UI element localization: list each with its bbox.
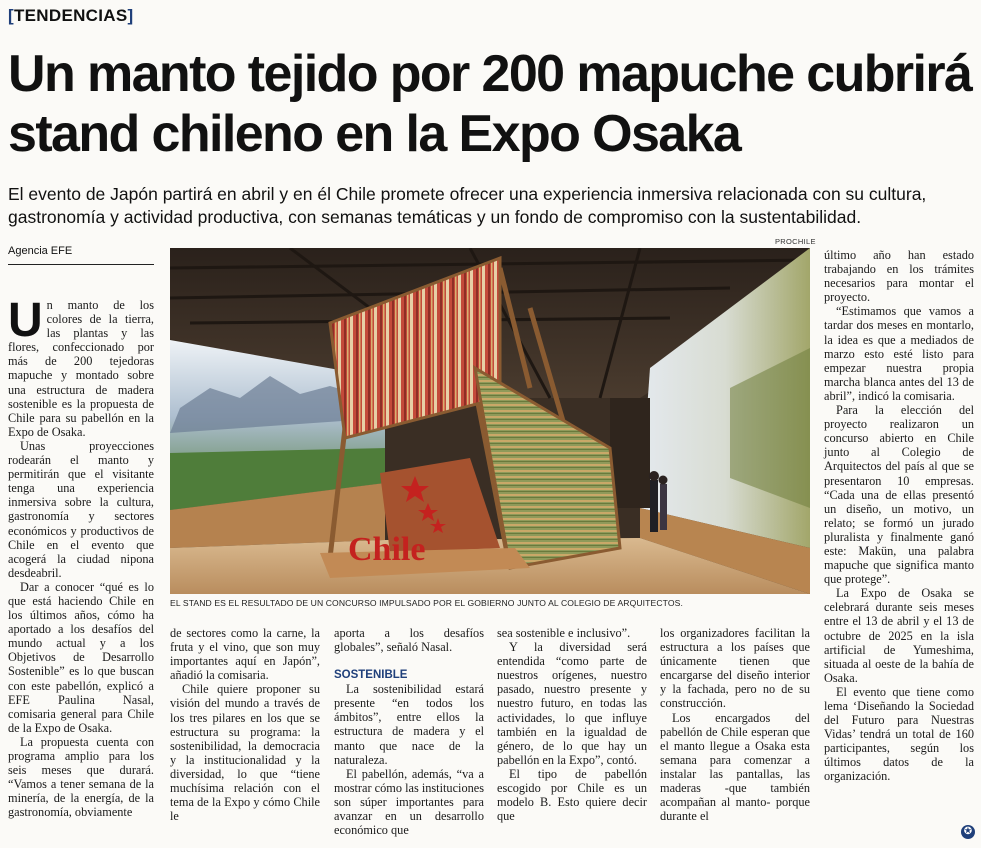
- article-column-5: [660, 626, 810, 823]
- paragraph: sea sostenible e inclusivo”.: [497, 626, 631, 640]
- subhead: El evento de Japón partirá en abril y en él Chile promete ofrecer una experiencia inmersiva relacionada con su cultura, gastronomía y actividad productiva, con semanas temáticas y un fondo de compromiso con la sustentabilidad.: [8, 184, 927, 227]
- article-column-6: [824, 248, 974, 784]
- paragraph: “Estimamos que vamos a tardar dos meses en montarlo, la idea es que a mediados de marzo esto esté listo para empezar nuestra propia marcha blanca antes del 13 de abril”, indicó la comisaria.: [824, 304, 974, 403]
- paragraph: último año han estado trabajando en los trámites necesarios para montar el proyecto.: [824, 248, 974, 305]
- photo-caption: EL STAND ES EL RESULTADO DE UN CONCURSO IMPULSADO POR EL GOBIERNO JUNTO AL COLEGIO DE ARQUITECTOS.: [170, 598, 683, 608]
- byline: Agencia EFE: [8, 245, 73, 257]
- paragraph: n manto de los colores de la tierra, las plantas y las flores, confeccionado por más de 200 tejedoras mapuche y montado sobre una estructura de madera sostenible es la propuesta de Chile para su pabellón en la Expo de Osaka.: [8, 298, 154, 439]
- paragraph: El evento que tiene como lema ‘Diseñando la Sociedad del Futuro para Nuestras Vidas’ tendrá un total de 160 participantes, según los últimos datos de la organización.: [824, 684, 974, 784]
- paragraph: La Expo de Osaka se celebrará durante seis meses entre el 13 de abril y el 13 de octubre de 2025 en la isla artificial de Yumeshima, situada al oeste de la bahía de Osaka.: [824, 586, 974, 685]
- paragraph: Para la elección del proyecto realizaron un concurso abierto en Chile junto al Colegio de Arquitectos del país al que se presentaron 10 empresas. “Cada una de ellas presentó un diseño, un motivo, un relato; se formó un jurado pluralista y finalmente ganó este: Makün, una palabra mapuche que significa manto que protege”.: [824, 403, 974, 587]
- article-column-2: [170, 626, 320, 823]
- dropcap: U: [8, 294, 43, 347]
- chile-sign: Chile: [348, 531, 426, 568]
- paragraph: Y la diversidad será entendida “como parte de nuestros orígenes, nuestro pasado, nuestro presente y nuestro futuro, en todas las actividades, lo que influye también en la igualdad de género, de lo que hay un pabellón en la Expo”, contó.: [497, 640, 647, 767]
- headline: Un manto tejido por 200 mapuche cubrirá stand chileno en la Expo Osaka: [8, 45, 972, 163]
- stand-photo: [170, 248, 810, 594]
- paragraph: aporta a los desafíos globales”, señaló Nasal.: [334, 626, 484, 655]
- article-column-3: [334, 626, 484, 837]
- paragraph: La sostenibilidad estará presente “en todos los ámbitos”, entre ellos la estructura de madera y el manto que nace de la naturaleza.: [334, 682, 484, 767]
- paragraph: Unas proyecciones rodearán el manto y permitirán que el visitante tenga una experiencia inmersiva sobre la cultura, gastronomía y sectores económicos y productivos de Chile en el evento que acogerá la ciudad nipona desdeabril.: [8, 438, 154, 580]
- section-subtitle: SOSTENIBLE: [334, 669, 408, 682]
- article-column-4: [497, 626, 647, 823]
- paragraph: El tipo de pabellón escogido por Chile es un modelo B. Esto quiere decir que: [497, 766, 647, 824]
- paragraph: de sectores como la carne, la fruta y el vino, que son muy importantes aquí en Japón”, añadió la comisaria.: [170, 626, 320, 683]
- section-tag: [TENDENCIAS]: [8, 6, 134, 25]
- paragraph: Los encargados del pabellón de Chile esperan que el manto llegue a Osaka esta semana para comenzar a instalar las pantallas, las maderas -que también acompañan al manto- porque durante el: [660, 710, 810, 824]
- paragraph: El pabellón, además, “va a mostrar cómo las instituciones son súper importantes para avanzar en un desarrollo económico que: [334, 766, 484, 838]
- paragraph: Dar a conocer “qué es lo que está haciendo Chile en los últimos años, cómo ha aportado a los desafíos del mundo actual y a los Objetivos de Desarrollo Sostenible” es lo que buscan con este pabellón, explicó a EFE Paulina Nasal, comisaria general para Chile de la Expo de Osaka.: [8, 579, 154, 735]
- paragraph: Chile quiere proponer su visión del mundo a través de los tres pilares en los que se estructura su programa: la sostenibilidad, la democracia y la institucionalidad y la diversidad, lo que “tiene muchísima relación con el tema de la Expo y cómo Chile le: [170, 682, 320, 824]
- end-mark-icon: ✪: [961, 825, 975, 839]
- stand-illustration: [170, 248, 810, 594]
- paragraph: los organizadores facilitan la estructura a los países que únicamente tienen que encargarse del diseño interior y la fachada, pero no de su construcción.: [660, 626, 810, 711]
- article-column-1: [8, 294, 154, 820]
- section-label: TENDENCIAS: [13, 6, 128, 25]
- photo-credit: PROCHILE: [775, 237, 816, 246]
- byline-rule: [8, 264, 154, 265]
- paragraph: La propuesta cuenta con programa amplio para los seis meses que durará. “Vamos a tener semana de la minería, de la energía, de la gastronomía, obviamente: [8, 734, 154, 820]
